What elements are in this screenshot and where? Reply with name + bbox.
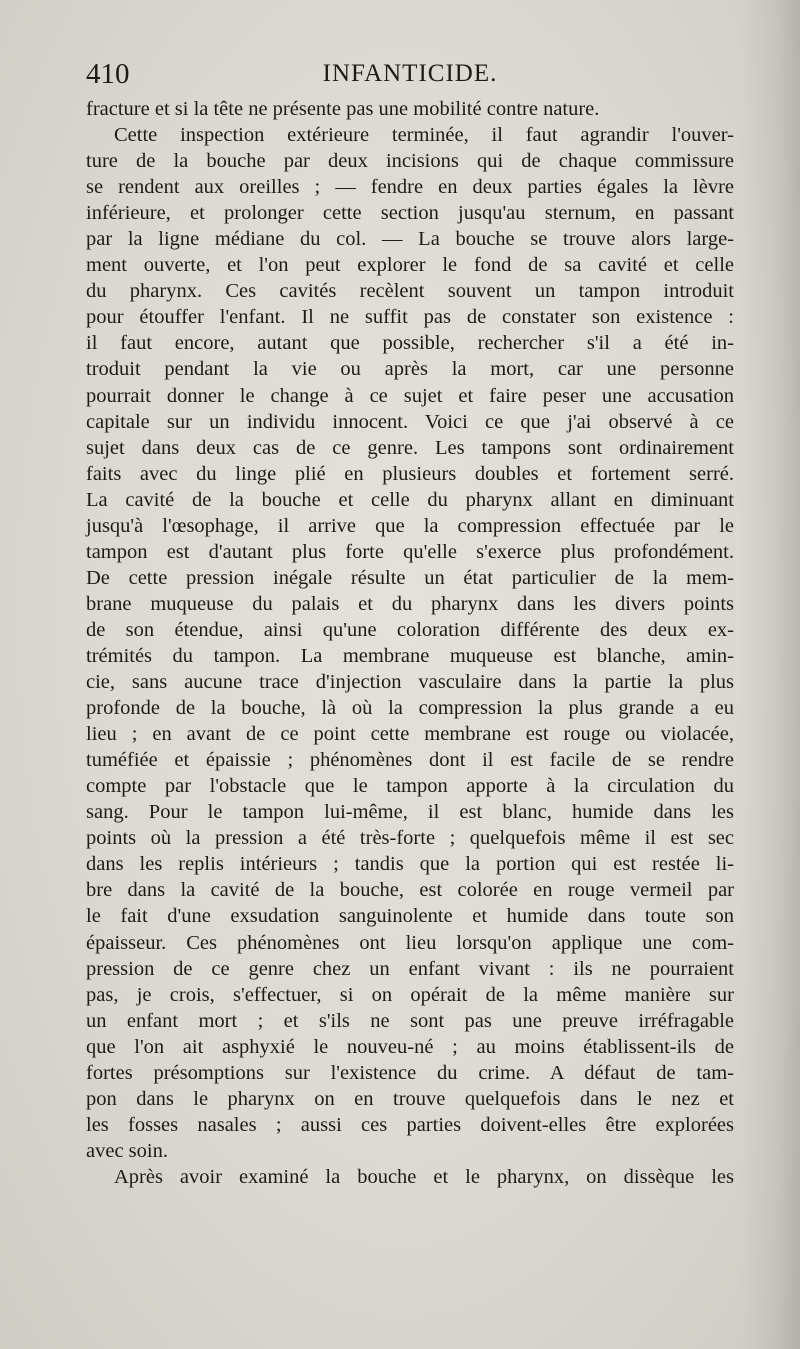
text-line: par la ligne médiane du col. — La bouche se trouve alors large- — [86, 228, 734, 251]
text-line: fortes présomptions sur l'existence du crime. A défaut de tam- — [86, 1061, 734, 1084]
text-line: ture de la bouche par deux incisions qui de chaque commissure — [86, 150, 734, 173]
text-line: inférieure, et prolonger cette section jusqu'au sternum, en passant — [86, 202, 734, 225]
text-line: bre dans la cavité de la bouche, est colorée en rouge vermeil par — [86, 879, 734, 902]
text-line: De cette pression inégale résulte un état particulier de la mem- — [86, 566, 734, 589]
text-line: du pharynx. Ces cavités recèlent souvent un tampon introduit — [86, 280, 734, 303]
text-line: tampon est d'autant plus forte qu'elle s'exerce plus profondément. — [86, 540, 734, 563]
text-line: il faut encore, autant que possible, rechercher s'il a été in- — [86, 332, 734, 355]
text-line: pon dans le pharynx on en trouve quelquefois dans le nez et — [86, 1087, 734, 1110]
text-line: que l'on ait asphyxié le nouveu-né ; au moins établissent-ils de — [86, 1035, 734, 1058]
text-line: compte par l'obstacle que le tampon apporte à la circulation du — [86, 775, 734, 798]
text-line: cie, sans aucune trace d'injection vasculaire dans la partie la plus — [86, 671, 734, 694]
text-line: Cette inspection extérieure terminée, il faut agrandir l'ouver- — [114, 124, 734, 147]
text-line: le fait d'une exsudation sanguinolente et humide dans toute son — [86, 905, 734, 928]
text-line: se rendent aux oreilles ; — fendre en deux parties égales la lèvre — [86, 176, 734, 199]
text-line: pas, je crois, s'effectuer, si on opérait de la même manière sur — [86, 983, 734, 1006]
text-line: points où la pression a été très-forte ; quelquefois même il est sec — [86, 827, 734, 850]
text-line: faits avec du linge plié en plusieurs doubles et fortement serré. — [86, 462, 734, 485]
text-line: de son étendue, ainsi qu'une coloration différente des deux ex- — [86, 618, 734, 641]
text-line: profonde de la bouche, là où la compression la plus grande a eu — [86, 697, 734, 720]
text-line: capitale sur un individu innocent. Voici ce que j'ai observé à ce — [86, 410, 734, 433]
text-line: jusqu'à l'œsophage, il arrive que la compression effectuée par le — [86, 514, 734, 537]
page-number: 410 — [86, 58, 130, 90]
text-line: sujet dans deux cas de ce genre. Les tampons sont ordinairement — [86, 436, 734, 459]
text-line: trémités du tampon. La membrane muqueuse est blanche, amin- — [86, 644, 734, 667]
body-text — [86, 96, 734, 1190]
text-line: tuméfiée et épaissie ; phénomènes dont il est facile de se rendre — [86, 749, 734, 772]
text-line: sang. Pour le tampon lui-même, il est blanc, humide dans les — [86, 801, 734, 824]
text-line: lieu ; en avant de ce point cette membrane est rouge ou violacée, — [86, 723, 734, 746]
text-line: pourrait donner le change à ce sujet et faire peser une accusation — [86, 384, 734, 407]
page-header — [86, 56, 734, 96]
text-line: dans les replis intérieurs ; tandis que la portion qui est restée li- — [86, 853, 734, 876]
text-line: épaisseur. Ces phénomènes ont lieu lorsqu'on applique une com- — [86, 931, 734, 954]
running-title: INFANTICIDE. — [322, 60, 498, 87]
text-line: fracture et si la tête ne présente pas une mobilité contre nature. — [86, 98, 600, 120]
text-line: les fosses nasales ; aussi ces parties doivent-elles être explorées — [86, 1113, 734, 1136]
page-edge-shadow — [740, 0, 800, 1349]
book-page — [86, 56, 734, 1190]
text-line: La cavité de la bouche et celle du pharynx allant en diminuant — [86, 488, 734, 511]
text-line: ment ouverte, et l'on peut explorer le fond de sa cavité et celle — [86, 254, 734, 277]
text-line: brane muqueuse du palais et du pharynx dans les divers points — [86, 592, 734, 615]
text-line: troduit pendant la vie ou après la mort, car une personne — [86, 358, 734, 381]
text-line: avec soin. — [86, 1139, 168, 1162]
text-line: pression de ce genre chez un enfant vivant : ils ne pourraient — [86, 957, 734, 980]
text-line: Après avoir examiné la bouche et le pharynx, on dissèque les — [114, 1165, 734, 1188]
text-line: pour étouffer l'enfant. Il ne suffit pas de constater son existence : — [86, 306, 734, 329]
text-line: un enfant mort ; et s'ils ne sont pas une preuve irréfragable — [86, 1009, 734, 1032]
